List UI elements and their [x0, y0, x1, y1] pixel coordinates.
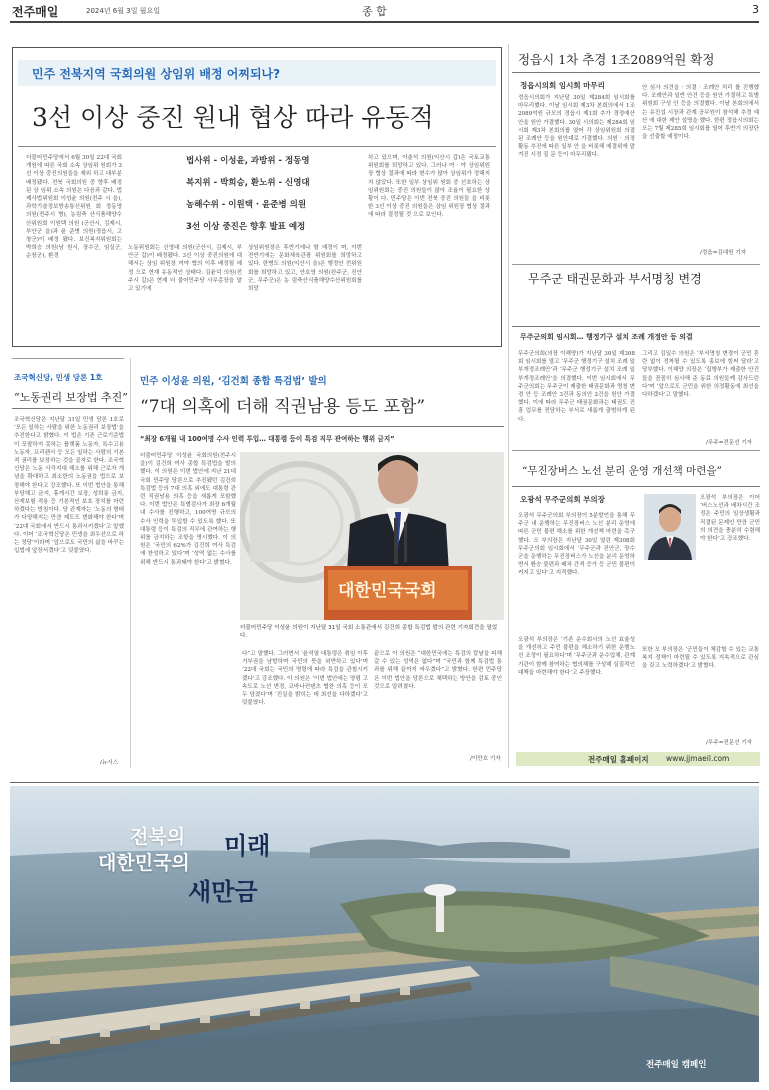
rightmid-headline: 무주군 태권문화과 부서명칭 변경	[528, 272, 702, 286]
main-article-kicker-bar	[18, 60, 496, 86]
section-title: 종 합	[362, 5, 387, 18]
left-col-rule	[12, 408, 124, 409]
main-headline-rule	[18, 146, 496, 147]
center-byline: /이만호 기자	[470, 756, 501, 762]
rightmid-col1: 무주군의회(의장 이해양)가 지난달 30일 제308회 임시회를 열고 ‘무주군 행정기구 설치 조례 일부개정조례안’과 ‘무주군 행정기구 설치 조례 일부개정조례안’을 의결했다. 이번 임시회에서 무주군의회는 무주군이 제출한 태권문화과 명칭 변경 안 등 조례안 3건과 동의안 2건을 원안 가결했다. 이에 따라 무주군 태권문화과는 태권도 진흥 업무를 전담하는 부서로 새롭게 출범하게 된다.	[518, 351, 635, 423]
rightbottom-rule	[512, 486, 760, 487]
rightbottom-headline: “무진장버스 노선 분리 운영 개선책 마련을”	[522, 465, 722, 477]
center-photo-caption: 더불어민주당 이성윤 의원이 지난달 31일 국회 소통관에서 김건희 종합 특검법 발의 관련 기자회견을 열었다.	[240, 625, 498, 639]
topright-byline: /정읍=김대원 기자	[700, 250, 747, 256]
left-col-top-rule	[12, 358, 124, 359]
center-col1: 더불어민주당 이성윤 국회의원(전주시 을)이 김건희 여사 종합 특검법을 발의했다. 이 의원은 이번 법안에 지난 21대 국회 민주당 당론으로 추진됐던 김건희 특검법 등의 7대 의혹 외에도 대통령 관련 직권남용 의혹 등을 새롭게 포함했다. 이번 법안은 특별검사가 최장 6개월 내 수사를 진행하고, 100여명 규모의 수사 인력을 투입할 수 있도록 했다. 또 대통령 등이 특검의 직무에 관여하는 행위를 금지하는 조항을 명시했다. 이 의원은 ‘국민의 62%가 김건희 여사 특검에 찬성하고 있다’며 ‘성역 없는 수사를 위해 반드시 통과돼야 한다’고 밝혔다.	[140, 453, 236, 566]
ad-top-rule	[10, 782, 759, 783]
topright-col1: 정읍시의회가 지난달 30일 제284회 임시회를 마무리했다. 이날 임시회 제3차 본회의에서 1조 2089억원 규모의 정읍시 제1회 추가 경정예산안을 원안 가결했다. 30일 시의회는 제284회 임시회 제3차 본회의를 열어 각 상임위원회 의결 된 조례안 등을 원안대로 가결했다. 의원 · 의정활동 추진에 따른 일부 안 을 비롯해 예결위에 맡겨진 시정 질 문 등이 마무리됐다.	[518, 95, 635, 159]
rightbottom-top-rule	[512, 450, 760, 451]
center-headline-rule	[138, 426, 504, 427]
topright-rule	[512, 72, 760, 73]
main-article-col3: 상임위원장은 후반기에나 할 예정이 며, 이번 전반기에는 문화체육관광 위원회를 희망하고 있다. 한병도 의원(익산시 을)은 행정안 전위원회를 희망하고 있고, 안호영 의원(완주군, 진안군, 무주군)은 농 림축산식품해양수산위원회를 희망	[248, 245, 362, 293]
ad-line1b: 미래	[224, 831, 271, 860]
issue-date: 2024년 6월 3일 월요일	[86, 7, 160, 15]
left-col-separator	[130, 358, 131, 768]
rightbottom-body-col2: 또한 오 부의장은 ‘군민들이 체감할 수 있는 교통 복지 정책이 마련될 수 있도록 지속적으로 관심을 갖고 노력하겠다’고 밝혔다.	[642, 647, 759, 670]
subhead-1: 법사위 - 이성윤, 과방위 - 정동영	[186, 156, 310, 166]
center-deck: “최장 6개월 내 100여명 수사 인력 투입… 대통령 등이 특검 직무 관여하는 행위 금지”	[140, 435, 395, 443]
ad-line2a: 대한민국의	[98, 852, 190, 874]
main-article-col2: 노동위원회는 신영대 의원(군산시, 김제시, 부안군 갑)이 배정됐다. 3선 이상 중진의원에 대해서는 상임 위원장 여야 협의 이후 배정될 예정 으로 현재 유동적인 상태다. 김윤덕 의원(전주시 갑)은 현재 더 불어민주당 사무총장을 맡고 있기에	[128, 245, 242, 293]
rightbottom-body-side: 오광석 부의장은 이어 ‘버스노선과 배차시간 조정은 주민의 일상생활과 직결된 문제인 만큼 군민의 의견을 충분히 수렴해야 한다’고 강조했다.	[700, 495, 760, 543]
masthead	[0, 0, 769, 22]
rightmid-byline: /무주=전문선 기자	[706, 440, 753, 446]
rightmid-rule	[512, 326, 760, 327]
podium-sign: 대한민국국회	[338, 581, 437, 601]
left-col-byline: /뉴시스	[100, 760, 119, 766]
rightmid-col2: 그리고 김일수 의원은 ‘부서명칭 변경이 군민 혼란 없이 정착될 수 있도록 홍보에 힘써 달라’고 당부했다. 이해양 의장은 ‘집행부가 제출한 안건들을 꼼꼼히 심사해 준 동료 의원들께 감사드린다’며 ‘앞으로도 군민을 위한 의정활동에 최선을 다하겠다’고 말했다.	[642, 351, 759, 399]
main-article-subheads	[186, 154, 326, 242]
left-col-kicker: 조국혁신당, 민생 당론 1호	[14, 373, 103, 382]
homepage-banner-url[interactable]: www.jjmaeil.com	[666, 754, 730, 763]
homepage-banner-label: 전주매일 홈페이지	[588, 755, 649, 764]
main-article-col4: 하고 있으며, 이춘석 의원(익산시 갑)은 국토교통위원회를 희망하고 있다. 그러나 여 · 야 상임위원장 협상 결과에 따라 변수가 많아 상임위가 정해지지 않았다. 또한 일부 상임위 원회 중 선호하는 상임위원회는 중진 의원들이 많아 조율이 필요한 상황이 다. 민주당은 이번 전북 중진 의원들 을 비롯한 3선 이상 중진 의원들은 상임 위원장 협상 결과에 따라 결정될 것 으로 보인다.	[368, 155, 490, 219]
rightbottom-byline: /무주=전문선 기자	[706, 740, 753, 746]
rightbottom-subhead: 오광석 무주군의회 부의장	[520, 495, 605, 504]
rightbottom-body-top: 오광석 무주군의회 부의장이 5분발언을 통해 무주군 내 운행하는 무진장버스 노선 분리 운영에 따른 군민 불편 해소를 위한 개선책 마련을 촉구했다. 오 부의장은 지난달 30일 열린 제308회 무주군의회 임시회에서 ‘무주군과 진안군, 장수군을 운행하는 무진장버스가 노선을 분리 운영하면서 환승 불편과 배차 간격 증가 등 군민 불편이 커지고 있다’고 지적했다.	[518, 513, 635, 577]
center-col3: 끝으로 이 의원은 “대한민국에는 특검의 칼날을 피해 갈 수 있는 성역은 없다”며 “국민과 함께 특검법 통과를 위해 끝까지 싸우겠다”고 밝혔다. 한편 민주당은 이번 법안을 당론으로 채택하는 방안을 검토 중인 것으로 알려졌다.	[374, 651, 502, 690]
subhead-2: 복지위 - 박희승, 환노위 - 신영대	[186, 178, 310, 188]
ad-footer: 전주매일 캠페인	[646, 1060, 707, 1070]
subhead-3: 농해수위 - 이원택 · 윤준병 의원	[186, 200, 307, 210]
masthead-rule	[10, 21, 759, 23]
saemangeum-aerial-photo-icon	[10, 786, 759, 1082]
ad-line3: 새만금	[188, 877, 258, 906]
rightmid-subhead: 무주군의회 임시회… 행정기구 설치 조례 개정안 등 의결	[520, 333, 693, 341]
topright-headline: 정읍시 1차 추경 1조2089억원 확정	[518, 52, 715, 67]
paper-name: 전주매일	[12, 5, 59, 19]
center-photo	[240, 452, 504, 620]
bottom-ad	[10, 786, 759, 1082]
homepage-banner[interactable]	[516, 752, 760, 766]
center-kicker: 민주 이성윤 의원, ‘김건희 종합 특검법’ 발의	[140, 376, 327, 387]
topright-subhead: 정읍시의회 임시회 마무리	[520, 81, 605, 90]
left-col-headline: “노동권리 보장법 추진”	[14, 391, 128, 404]
right-col-separator	[508, 44, 509, 768]
subhead-4: 3선 이상 중진은 향후 발표 예정	[186, 222, 306, 232]
rightbottom-photo	[644, 494, 696, 560]
rightbottom-body-col1: 오광석 부의장은 ‘기존 운수회사의 노선 효율성을 개선하고 주민 불편을 해소하기 위한 운행노선 조정이 필요하다’며 ‘무주군과 운수업체, 관계기관이 함께 참여하는 협의체를 구성해 실질적인 대책을 마련해야 한다’고 주장했다.	[518, 637, 635, 676]
ad-line1a: 전북의	[130, 826, 186, 848]
main-article-kicker: 민주 전북지역 국회의원 상임위 배정 어찌되나?	[32, 67, 281, 81]
left-col-body: 조국혁신당은 지난달 31일 민생 당론 1호로 ‘모든 일하는 사람을 위한 노동권리 보장법’을 추진한다고 밝혔다. 이 법은 기존 근로기준법이 포괄하지 못하는 플랫폼 노동자, 특수고용 노동자, 프리랜서 등 모든 일하는 사람의 기본적 권리를 보장하는 것을 골자로 한다. 조국혁신당은 노동 사각지대 해소를 위해 근로자 개념을 확대하고 최소한의 노동권을 법으로 보장해야 한다고 강조했다. 또 이번 법안을 통해 부당해고 금지, 휴게시간 보장, 성희롱 금지, 산재보험 적용 등 기본적인 보호 장치를 마련하겠다는 방침이다. 당 관계자는 ‘노동의 형태가 다양해지는 만큼 제도도 변화해야 한다’며 ‘22대 국회에서 반드시 통과시키겠다’고 말했다. 이어 ‘조국혁신당은 민생을 최우선으로 하는 정당’이라며 ‘앞으로도 국민의 삶을 바꾸는 입법에 앞장서겠다’고 덧붙였다.	[14, 417, 124, 555]
rightmid-top-rule	[512, 264, 760, 265]
center-col2: 다”고 말했다. 그러면서 ‘윤석열 대통령은 취임 이후 거부권을 남발하며 국민의 뜻을 외면하고 있다’며 ‘22대 국회는 국민의 명령에 따라 특검을 관철시키겠다’고 강조했다. 이 의원은 ‘이번 법안에는 양평 고속도로 노선 변경, 코바나컨텐츠 협찬 의혹 등이 모두 담겼다’며 ‘진실을 밝히는 데 최선을 다하겠다’고 덧붙였다.	[242, 651, 368, 707]
main-article-col1: 더불어민주당에서 6월 30일 22대 국회 개원에 따른 국회 소속 상임위 원회가 3선 이상 중진의원들을 제외 하고 대부분 배정됐다. 전북 국회의원 중 향후 배정된 상 임위 소속 의원은 다음과 같다. 법제사법위원회 이성윤 의원(전주 시 을), 과학기술정보방송통신위원 회 정동영 의원(전주시 병), 농림축 산식품해양수산위원회 이원택 의원 (군산시, 김제시, 부안군 을)과 윤 준병 의원(정읍시, 고창군)이 배정 됐다. 보건복지위원회는 박희승 의원(남 원시, 장수군, 임실군, 순창군), 환경	[26, 155, 122, 260]
center-headline: “7대 의혹에 더해 직권남용 등도 포함”	[140, 397, 426, 417]
person-portrait-icon	[644, 494, 696, 560]
main-article-headline: 3선 이상 중진 원내 협상 따라 유동적	[32, 103, 434, 132]
topright-col2: 안 심사 의견을 · 의결 · 조례안 처리 를 진행했다. 조례안과 일반 안건 등을 원안 가결하고 특별위원회 구성 안 등을 의결했다. 이날 본회의에서는 유진섭 시장과 관계 공무원이 참석해 추경 예산 에 대한 제안 설명을 했다. 한편 정읍시의회는 오는 7월 제285회 임시회를 열어 후반기 의장단을 선출할 예정이다.	[642, 85, 759, 141]
page-number: 3	[752, 3, 759, 16]
